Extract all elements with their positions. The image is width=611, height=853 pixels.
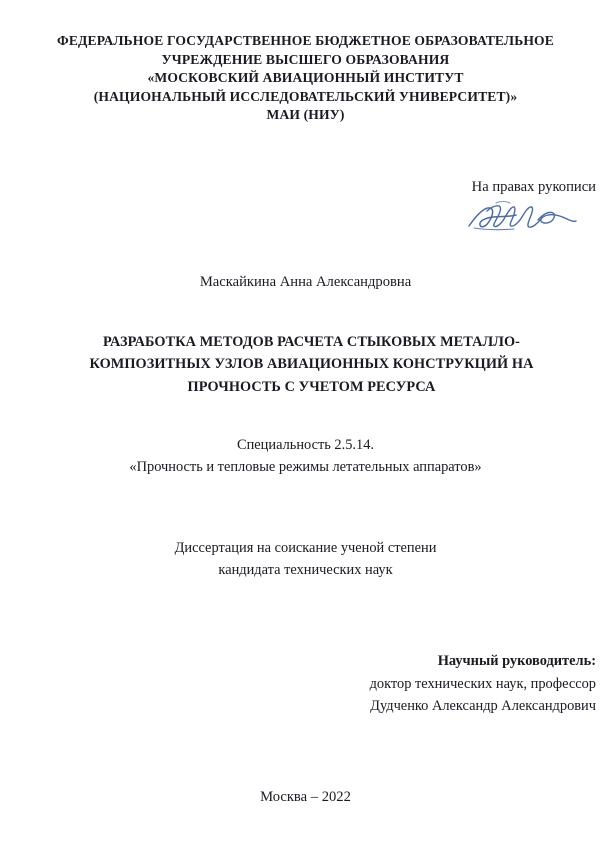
degree-line-1: Диссертация на соискание ученой степени (174, 540, 437, 556)
organization-line-4: (НАЦИОНАЛЬНЫЙ ИССЛЕДОВАТЕЛЬСКИЙ УНИВЕРСИТЕТ)» (93, 88, 518, 104)
organization-line-2: УЧРЕЖДЕНИЕ ВЫСШЕГО ОБРАЗОВАНИЯ (161, 51, 450, 67)
specialty-block (30, 434, 581, 478)
specialty-code: Специальность 2.5.14. (236, 437, 374, 453)
scientific-advisor-block (176, 650, 596, 718)
manuscript-rights-block (276, 178, 596, 233)
advisor-name: Дудченко Александр Александрович (370, 698, 596, 714)
organization-line-5: МАИ (НИУ) (266, 107, 345, 123)
title-line-2: КОМПОЗИТНЫХ УЗЛОВ АВИАЦИОННЫХ КОНСТРУКЦИЙ НА (89, 356, 534, 373)
place-and-year: Москва – 2022 (260, 789, 351, 805)
advisor-rank: доктор технических наук, профессор (369, 675, 596, 692)
title-line-3: ПРОЧНОСТЬ С УЧЕТОМ РЕСУРСА (187, 378, 436, 395)
degree-line-2: кандидата технических наук (218, 562, 393, 578)
organization-header (30, 32, 581, 125)
degree-statement (30, 537, 581, 581)
author-name: Маскайкина Анна Александровна (199, 274, 412, 290)
organization-line-1: ФЕДЕРАЛЬНОЕ ГОСУДАРСТВЕННОЕ БЮДЖЕТНОЕ ОБРАЗОВАТЕЛЬНОЕ (57, 33, 554, 48)
title-line-1: РАЗРАБОТКА МЕТОДОВ РАСЧЕТА СТЫКОВЫХ МЕТАЛЛО- (102, 334, 521, 350)
signature-icon (276, 199, 578, 233)
manuscript-rights-label: На правах рукописи (471, 179, 596, 195)
dissertation-title (72, 331, 551, 398)
organization-line-3: «МОСКОВСКИЙ АВИАЦИОННЫЙ ИНСТИТУТ (147, 70, 464, 86)
advisor-label: Научный руководитель: (437, 653, 596, 669)
specialty-name: «Прочность и тепловые режимы летательных аппаратов» (129, 459, 482, 475)
